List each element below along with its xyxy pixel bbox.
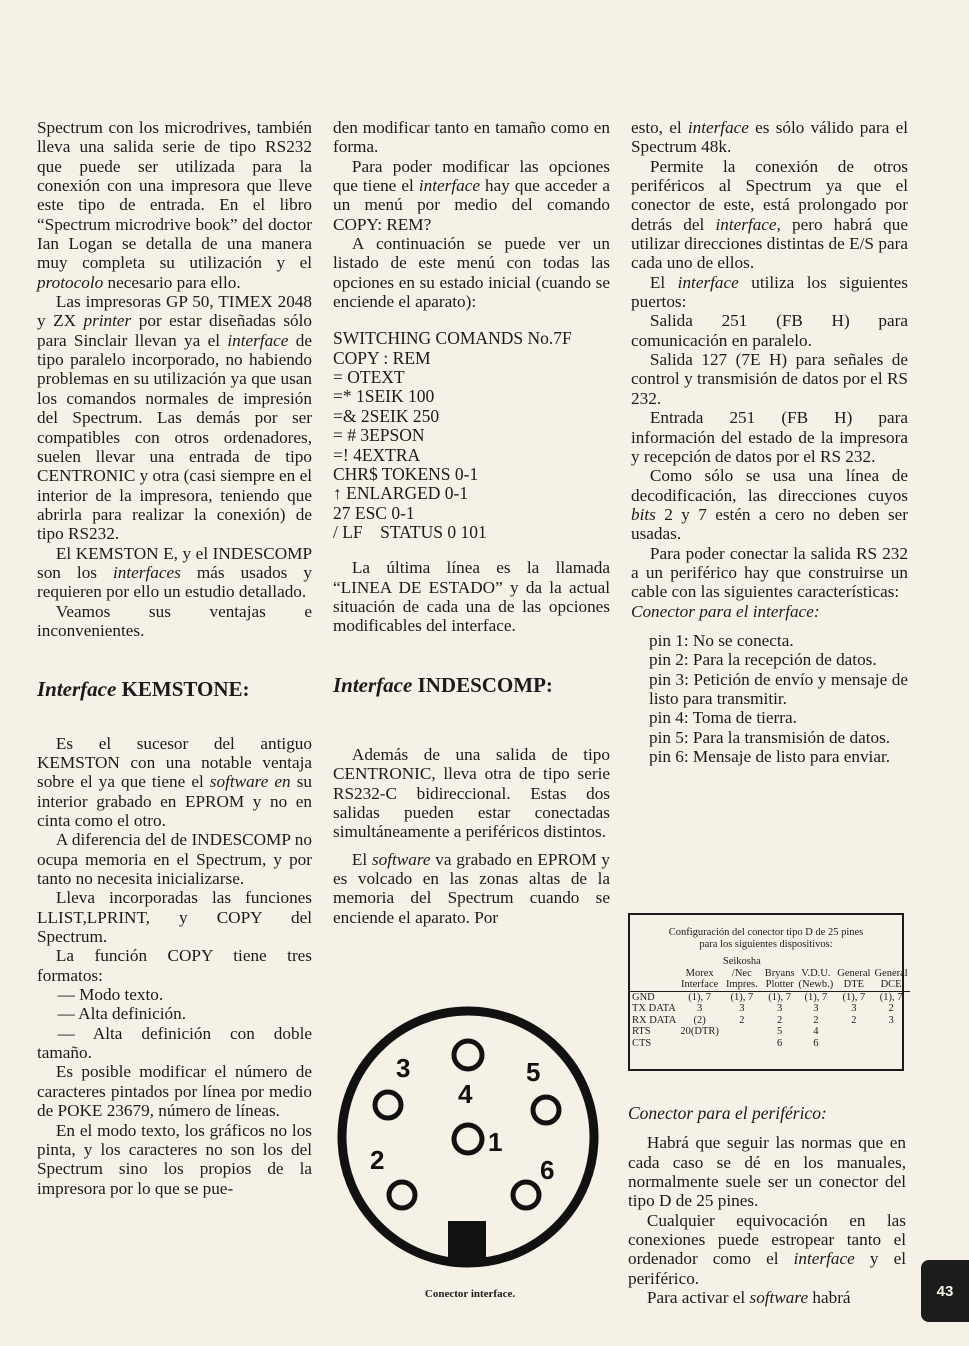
table-cell: 6 (813, 1037, 819, 1049)
table-cell: 3 (813, 1003, 819, 1014)
paragraph: Entrada 251 (FB H) para información del estado de la impresora y recepción de datos por el RS 232. (631, 408, 908, 466)
table-row (630, 1026, 910, 1038)
table-header-cell: (Newb.) (798, 979, 834, 990)
table-header-cell: General (874, 967, 908, 979)
pin-3 (375, 1092, 401, 1118)
table-cell: (1), 7 (688, 991, 711, 1003)
table-cell: (1), 7 (842, 991, 866, 1003)
paragraph: Spectrum con los microdrives, también lleva una salida serie de tipo RS232 que puede ser utilizada para la conexión con una impresora que lleve este tipo de entrada. En el libro “Spectrum microdrive book” del doctor Ian Logan se detalla de una manera muy completa su utilización y el protocolo necesario para ello. (37, 118, 312, 292)
menu-listing-line: SWITCHING COMANDS No.7F (333, 328, 572, 349)
connector-diagram (330, 1005, 610, 1305)
table-caption: Configuración del conector tipo D de 25 pines (668, 927, 864, 938)
pin-label: 1 (488, 1127, 503, 1157)
section-heading-indescomp: Interface INDESCOMP: (333, 672, 553, 697)
paragraph: Salida 251 (FB H) para comunicación en paralelo. (631, 311, 908, 350)
connector-caption: Conector interface. (424, 1288, 516, 1300)
table-cell: 6 (777, 1037, 783, 1049)
paragraph: La última línea es la llamada “LINEA DE ESTADO” y da la actual situación de cada una de las opciones modificables del interface. (333, 558, 610, 636)
table-header-cell: Bryans (764, 967, 795, 979)
table-header-cell (630, 968, 678, 980)
table-header-cell: Seikosha (722, 956, 761, 967)
pin-label: 4 (458, 1079, 473, 1109)
table-cell: 3 (739, 1003, 745, 1014)
list-item: — Modo texto. (57, 985, 164, 1005)
pin-item: pin 1: No se conecta. (649, 630, 794, 650)
menu-listing-line: / LF STATUS 0 101 (333, 521, 487, 542)
table-header-cell: DTE (835, 979, 872, 991)
page-number-tab (921, 1260, 969, 1322)
paragraph: La función COPY tiene tres formatos: (37, 946, 312, 985)
paragraph: Las impresoras GP 50, TIMEX 2048 y ZX printer por estar diseñadas sólo para Sinclair llevan ya el interface de tipo paralelo incorporado, no habiendo problemas en su utilización ya que usan los comandos normales de impresión del Spectrum. Las demás por ser compatibles con otros ordenadores, suelen llevar una entrada de tipo CENTRONIC y otra (casi siempre en el interior de la impresora, teniendo que abrirla para realizar la conexión) de tipo RS232. (37, 292, 312, 544)
table-cell: RX DATA (632, 1014, 677, 1026)
pin-item: pin 6: Mensaje de listo para enviar. (649, 747, 891, 766)
paragraph: Además de una salida de tipo CENTRONIC, lleva otra de tipo serie RS232-C bidireccional. Estas dos salidas pueden estar conectadas simultáneamente a periféricos distintos. (333, 744, 610, 842)
paragraph: El interface utiliza los siguientes puertos: (631, 272, 908, 312)
pin-top (454, 1041, 482, 1069)
pin-item: pin 4: Toma de tierra. (649, 708, 797, 728)
list-item: — Alta definición. (57, 1004, 187, 1024)
table-cell: 3 (888, 1014, 894, 1026)
page-number: 43 (936, 1282, 954, 1300)
table-cell (678, 1038, 721, 1050)
table-cell (872, 1038, 909, 1050)
table-cell: 2 (851, 1014, 857, 1026)
paragraph: den modificar tanto en tamaño como en forma. (333, 118, 610, 157)
paragraph: Lleva incorporadas las funciones LLIST,LPRINT, y COPY del Spectrum. (37, 888, 312, 947)
menu-listing-line: = # 3EPSON (333, 425, 425, 446)
menu-listing-line: = OTEXT (333, 367, 405, 388)
table-cell: (1), 7 (879, 991, 903, 1003)
paragraph: Como sólo se usa una línea de decodificación, las direcciones cuyos bits 2 y 7 estén a cero no deben ser usadas. (631, 466, 908, 544)
menu-listing-line: ↑ ENLARGED 0-1 (333, 483, 469, 504)
paragraph: esto, el interface es sólo válido para el Spectrum 48k. (631, 118, 908, 157)
pin-label: 5 (526, 1057, 541, 1087)
table-cell: RTS (632, 1026, 651, 1037)
subheading-connector-interface: Conector para el interface: (631, 601, 820, 621)
table-header-cell (763, 956, 797, 968)
table-row (630, 991, 910, 1003)
paragraph: A diferencia del de INDESCOMP no ocupa memoria en el Spectrum, y por tanto no necesita inicializarse. (37, 830, 312, 889)
paragraph: En el modo texto, los gráficos no los pinta, y los caracteres no son los del Spectrum sino los propios de la impresora por lo que se pue- (37, 1120, 312, 1198)
list-item: — Alta definición con doble tamaño. (37, 1023, 312, 1063)
table-caption: para los siguientes dispositivos: (699, 938, 833, 950)
column-3 (631, 118, 908, 766)
table-cell: 5 (777, 1026, 783, 1037)
table-row (630, 1038, 910, 1050)
table-row (630, 1003, 910, 1015)
pin-list (649, 631, 908, 766)
pin-5 (533, 1097, 559, 1123)
configuration-table (630, 956, 910, 1049)
table-header-cell: V.D.U. (801, 967, 831, 979)
table-cell: 2 (739, 1014, 745, 1026)
menu-listing-line: =! 4EXTRA (333, 444, 421, 465)
table-header-cell: General (837, 967, 871, 979)
table-header-cell: Plotter (763, 979, 797, 991)
connector-key (448, 1221, 486, 1261)
paragraph: Salida 127 (7E H) para señales de control y transmisión de datos por el RS 232. (631, 350, 908, 408)
table-header-cell (797, 956, 836, 968)
table-header-cell: Morex (685, 967, 714, 979)
table-row (630, 1015, 910, 1027)
table-header-cell: Interface (678, 979, 721, 991)
paragraph: El KEMSTON E, y el INDESCOMP son los interfaces más usados y requieren por ello un estudio detallado. (37, 543, 312, 602)
table-cell: (1), 7 (804, 991, 828, 1003)
pin-label: 2 (370, 1145, 385, 1175)
table-header-cell (630, 979, 678, 991)
column-1 (37, 118, 312, 1198)
pin-item: pin 3: Petición de envío y mensaje de listo para transmitir. (649, 669, 908, 708)
column-2 (333, 118, 610, 927)
paragraph: Veamos sus ventajas e inconvenientes. (37, 601, 312, 640)
table-cell: 3 (777, 1003, 783, 1014)
table-cell: 3 (697, 1003, 703, 1014)
copy-formats-list (37, 985, 312, 1062)
paragraph: El software va grabado en EPROM y es volcado en las zonas altas de la memoria del Spectrum cuando se enciende el aparato. Por (333, 849, 610, 927)
pin-1 (454, 1125, 482, 1153)
menu-listing-line: =& 2SEIK 250 (333, 405, 440, 426)
menu-listing-line: CHR$ TOKENS 0-1 (333, 463, 479, 484)
paragraph: Cualquier equivocación en las conexiones puede estropear tanto el ordenador como el interface y el periférico. (628, 1210, 907, 1288)
pin-label: 6 (540, 1155, 555, 1185)
pin-label: 3 (396, 1053, 411, 1083)
table-header-cell: DCE (872, 979, 909, 991)
column-3-lower (628, 1104, 906, 1307)
table-cell: 4 (813, 1026, 819, 1037)
table-header-cell: Impres. (721, 979, 763, 991)
menu-listing-line: 27 ESC 0-1 (333, 502, 415, 523)
table-cell (721, 1026, 763, 1038)
table-header-cell: /Nec (731, 967, 752, 979)
pin-6 (513, 1182, 539, 1208)
table-cell: 2 (777, 1014, 783, 1026)
table-cell: TX DATA (632, 1003, 676, 1014)
table-cell (835, 1026, 872, 1038)
table-cell (835, 1038, 872, 1050)
table-cell: (2) (693, 1014, 706, 1026)
table-cell: 2 (813, 1014, 819, 1026)
table-cell: (1), 7 (768, 991, 792, 1003)
paragraph: Permite la conexión de otros periféricos al Spectrum ya que el conector de este, está prolongado por detrás del interface, pero habrá que utilizar direcciones distintas de E/S para cada uno de ellos. (631, 156, 908, 273)
subheading-connector-peripheral: Conector para el periférico: (628, 1103, 827, 1123)
configuration-table-box (628, 913, 908, 1071)
table-header-cell (678, 956, 721, 968)
paragraph: A continuación se puede ver un listado de este menú con todas las opciones en su estado inicial (cuando se enciende el aparato): (333, 234, 610, 312)
paragraph: Es el sucesor del antiguo KEMSTON con una notable ventaja sobre el ya que tiene el software en su interior grabado en EPROM y no en cinta como el otro. (37, 733, 312, 830)
table-header-cell (630, 956, 678, 968)
table-cell (872, 1026, 909, 1038)
paragraph: Es posible modificar el número de caracteres pintados por línea por medio de POKE 23679, número de líneas. (37, 1062, 312, 1121)
table-cell: CTS (632, 1037, 652, 1049)
pin-item: pin 2: Para la recepción de datos. (649, 650, 877, 670)
table-header-cell (872, 956, 909, 968)
paragraph: Habrá que seguir las normas que en cada caso se dé en los manuales, normalmente suele ser un conector del tipo D de 25 pines. (628, 1133, 906, 1211)
table-cell: (1), 7 (730, 991, 754, 1003)
pin-item: pin 5: Para la transmisión de datos. (649, 727, 891, 747)
paragraph: Para activar el software habrá (646, 1288, 851, 1308)
menu-listing-line: COPY : REM (333, 347, 431, 368)
table-cell: GND (632, 991, 655, 1003)
pin-2 (389, 1182, 415, 1208)
paragraph: Para poder conectar la salida RS 232 a un periférico hay que construirse un cable con las siguientes características: (631, 543, 908, 602)
table-cell (721, 1038, 763, 1050)
table-cell: 2 (888, 1003, 894, 1014)
menu-listing (333, 329, 610, 542)
table-header-cell (835, 956, 872, 968)
din-connector-figure (330, 1005, 610, 1285)
table-cell: 3 (851, 1003, 857, 1014)
section-heading-kemstone: Interface KEMSTONE: (37, 677, 250, 702)
table-cell: 20(DTR) (680, 1026, 719, 1037)
paragraph: Para poder modificar las opciones que tiene el interface hay que acceder a un menú por medio del comando COPY: REM? (333, 156, 610, 234)
menu-listing-line: =* 1SEIK 100 (333, 386, 435, 407)
